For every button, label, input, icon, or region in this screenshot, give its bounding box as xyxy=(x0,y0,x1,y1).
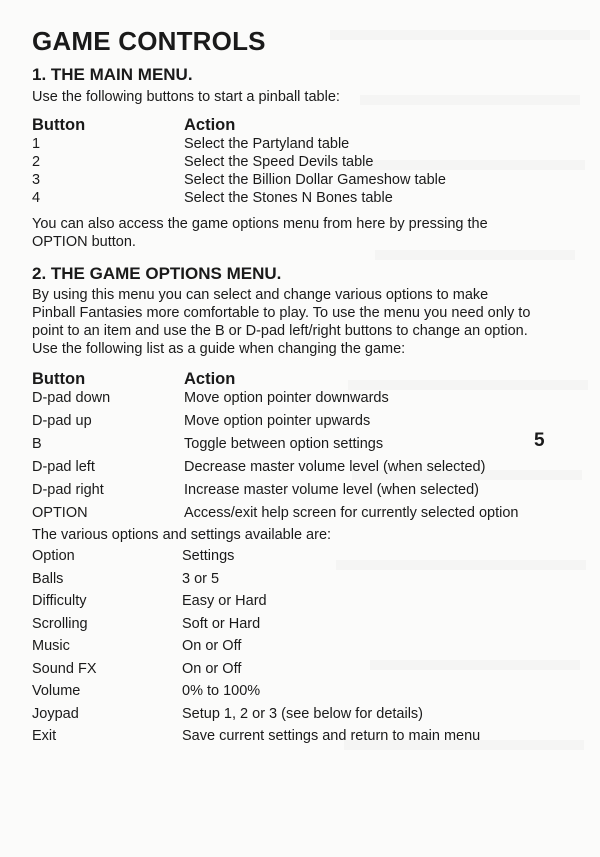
button-cell: D-pad left xyxy=(32,459,95,475)
table-row xyxy=(32,135,532,153)
option-cell: Sound FX xyxy=(32,660,97,677)
section-heading-main-menu: 1. THE MAIN MENU. xyxy=(32,65,193,84)
column-header-action: Action xyxy=(184,370,236,388)
table-row xyxy=(32,568,532,591)
option-cell: Joypad xyxy=(32,705,79,722)
options-menu-intro: By using this menu you can select and change various options to make Pinball Fantasies more comfortable to play. To use the menu you need only to point to an item and use the B or D-pad left/right buttons to change an option. Use the following list as a guide when changing the game: xyxy=(32,287,531,357)
action-cell: Decrease master volume level (when selected) xyxy=(184,459,486,475)
setting-cell: 3 or 5 xyxy=(182,570,220,587)
table-row xyxy=(32,481,532,504)
option-cell: Volume xyxy=(32,683,81,699)
table-row xyxy=(32,412,532,435)
table-row xyxy=(32,545,532,568)
options-menu-table xyxy=(32,369,532,522)
column-header-button: Button xyxy=(32,370,86,388)
page-content xyxy=(32,26,532,748)
action-cell: Select the Billion Dollar Gameshow table xyxy=(184,172,446,188)
table-row xyxy=(32,171,532,189)
action-cell: Select the Partyland table xyxy=(184,136,350,152)
setting-cell: Easy or Hard xyxy=(182,593,267,609)
setting-cell: Setup 1, 2 or 3 (see below for details) xyxy=(182,705,423,722)
section-heading-options-menu: 2. THE GAME OPTIONS MENU. xyxy=(32,264,282,283)
setting-cell: Soft or Hard xyxy=(182,615,261,632)
table-row xyxy=(32,613,532,636)
setting-cell: 0% to 100% xyxy=(182,683,261,699)
option-cell: Scrolling xyxy=(32,615,88,632)
setting-cell: On or Off xyxy=(182,638,242,654)
table-row xyxy=(32,680,532,703)
table-row xyxy=(32,635,532,658)
table-header-row xyxy=(32,369,532,389)
table-row xyxy=(32,504,532,522)
action-cell: Move option pointer downwards xyxy=(184,390,389,406)
button-cell: 1 xyxy=(32,136,41,152)
action-cell: Toggle between option settings xyxy=(184,436,384,452)
action-cell: Access/exit help screen for currently selected option xyxy=(184,505,519,521)
option-cell: Exit xyxy=(32,728,57,744)
main-menu-table xyxy=(32,115,532,207)
button-cell: OPTION xyxy=(32,505,88,521)
settings-intro: The various options and settings available are: xyxy=(32,527,332,543)
action-cell: Move option pointer upwards xyxy=(184,413,371,429)
main-menu-intro: Use the following buttons to start a pinball table: xyxy=(32,89,340,105)
button-cell: 3 xyxy=(32,172,41,188)
table-header-row xyxy=(32,115,532,135)
action-cell: Select the Speed Devils table xyxy=(184,154,374,170)
button-cell: 4 xyxy=(32,190,41,206)
table-row xyxy=(32,389,532,412)
option-cell: Difficulty xyxy=(32,593,87,609)
action-cell: Increase master volume level (when selected) xyxy=(184,482,479,498)
table-row xyxy=(32,435,532,458)
table-row xyxy=(32,725,532,748)
setting-cell: On or Off xyxy=(182,660,242,677)
table-row xyxy=(32,458,532,481)
button-cell: B xyxy=(32,436,42,452)
page-number: 5 xyxy=(534,430,545,451)
table-row xyxy=(32,703,532,726)
column-header-action: Action xyxy=(184,116,236,134)
action-cell: Select the Stones N Bones table xyxy=(184,190,393,206)
table-row xyxy=(32,590,532,613)
button-cell: D-pad up xyxy=(32,413,92,429)
table-row xyxy=(32,153,532,171)
setting-cell: Save current settings and return to main menu xyxy=(182,728,481,744)
button-cell: 2 xyxy=(32,154,41,170)
option-cell: Balls xyxy=(32,570,64,587)
table-row xyxy=(32,658,532,681)
setting-cell: Settings xyxy=(182,548,235,564)
option-cell: Music xyxy=(32,638,70,654)
button-cell: D-pad down xyxy=(32,390,111,406)
settings-table xyxy=(32,545,532,748)
page-title: GAME CONTROLS xyxy=(32,26,266,56)
option-cell: Option xyxy=(32,548,75,564)
button-cell: D-pad right xyxy=(32,482,104,498)
table-row xyxy=(32,189,532,207)
column-header-button: Button xyxy=(32,116,86,134)
main-menu-outro: You can also access the game options menu from here by pressing the OPTION button. xyxy=(32,216,488,250)
